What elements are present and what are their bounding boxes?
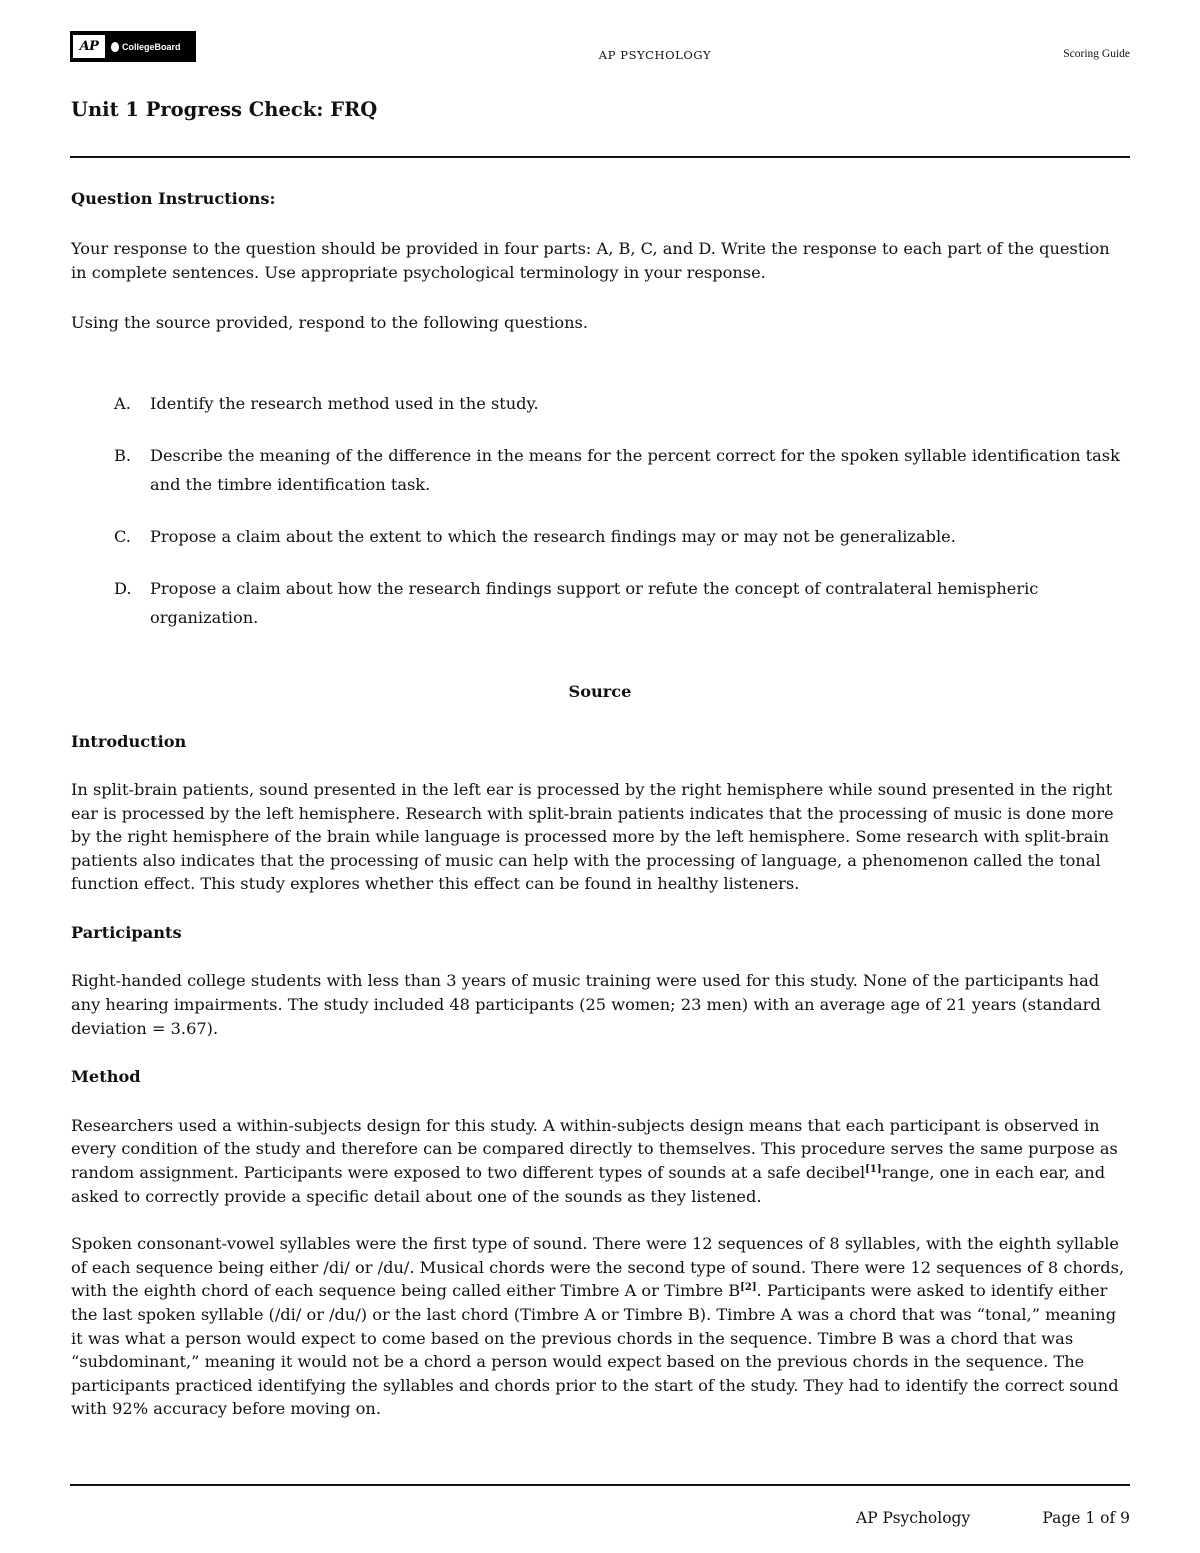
question-item	[71, 574, 1129, 632]
page-number: Page 1 of 9	[1042, 1509, 1130, 1527]
introduction-heading: Introduction	[71, 731, 187, 751]
header-guide-label: Scoring Guide	[1063, 48, 1130, 60]
footer-course-name: AP Psychology	[856, 1509, 971, 1527]
footnote-1-link[interactable]: [1]	[865, 1163, 882, 1175]
document-body	[71, 187, 1129, 1421]
question-marker: C.	[114, 527, 131, 546]
ap-logo-text: AP	[73, 35, 105, 58]
method-text: range, one in each ear, and asked to correctly provide a specific detail about one of the sounds as they listened.	[71, 1162, 1106, 1206]
instructions-heading: Question Instructions:	[71, 189, 276, 208]
footnote-2-link[interactable]: [2]	[740, 1282, 757, 1294]
method-paragraph-1	[71, 1114, 1129, 1208]
method-text: Spoken consonant-vowel syllables were the first type of sound. There were 12 sequences of 8 syllables, with the eighth syllable of each sequence being either /di/ or /du/. Musical chords were the second type of sound. There were 12 sequences of 8 chords, with the eighth chord of each sequence being called either Timbre A or Timbre B	[71, 1234, 1125, 1301]
question-marker: B.	[114, 446, 132, 465]
question-text: Describe the meaning of the difference in the means for the percent correct for the spoken syllable identification task and the timbre identification task.	[150, 446, 1120, 494]
question-text: Identify the research method used in the study.	[150, 394, 539, 413]
source-directive: Using the source provided, respond to the following questions.	[71, 312, 588, 332]
question-item	[71, 522, 1129, 551]
question-list	[71, 389, 1129, 632]
collegeboard-text: CollegeBoard	[122, 41, 181, 52]
question-item	[71, 441, 1129, 499]
title-divider	[70, 156, 1130, 158]
question-text: Propose a claim about how the research findings support or refute the concept of contralateral hemispheric organization.	[150, 579, 1039, 627]
instructions-paragraph: Your response to the question should be provided in four parts: A, B, C, and D. Write the response to each part of the question in complete sentences. Use appropriate psychological terminology in your response.	[71, 238, 1110, 282]
footer-divider	[70, 1484, 1130, 1486]
participants-text: Right-handed college students with less than 3 years of music training were used for this study. None of the participants had any hearing impairments. The study included 48 participants (25 women; 23 men) with an average age of 21 years (standard deviation = 3.67).	[71, 971, 1101, 1038]
question-text: Propose a claim about the extent to which the research findings may or may not be generalizable.	[150, 527, 956, 546]
method-heading: Method	[71, 1067, 141, 1087]
introduction-text: In split-brain patients, sound presented in the left ear is processed by the right hemisphere while sound presented in the right ear is processed by the left hemisphere. Research with split-brain patients indicates that the processing of music is done more by the right hemisphere of the brain while language is processed more by the left hemisphere. Some research with split-brain patients also indicates that the processing of music can help with the processing of language, a phenomenon called the tonal function effect. This study explores whether this effect can be found in healthy listeners.	[71, 780, 1114, 894]
page-header	[70, 31, 1130, 65]
source-heading: Source	[568, 682, 632, 701]
method-paragraph-2	[71, 1232, 1129, 1421]
question-item	[71, 389, 1129, 418]
participants-heading: Participants	[71, 922, 182, 942]
question-marker: A.	[114, 394, 131, 413]
page-title: Unit 1 Progress Check: FRQ	[71, 98, 378, 121]
header-course-name: AP PSYCHOLOGY	[598, 48, 712, 62]
method-text: Researchers used a within-subjects design for this study. A within-subjects design means that each participant is observed in every condition of the study and therefore can be compared directly to themselves. This procedure serves the same purpose as random assignment. Participants were exposed to two different types of sounds at a safe decibel	[71, 1115, 1118, 1182]
question-marker: D.	[114, 579, 132, 598]
method-text: . Participants were asked to identify either the last spoken syllable (/di/ or /du/) or the last chord (Timbre A or Timbre B). Timbre A was a chord that was “tonal,” meaning it was what a person would expect to come based on the previous chords in the sequence. Timbre B was a chord that was “subdominant,” meaning it would not be a chord a person would expect based on the previous chords in the sequence. The participants practiced identifying the syllables and chords prior to the start of the study. They had to identify the correct sound with 92% accuracy before moving on.	[71, 1281, 1119, 1419]
